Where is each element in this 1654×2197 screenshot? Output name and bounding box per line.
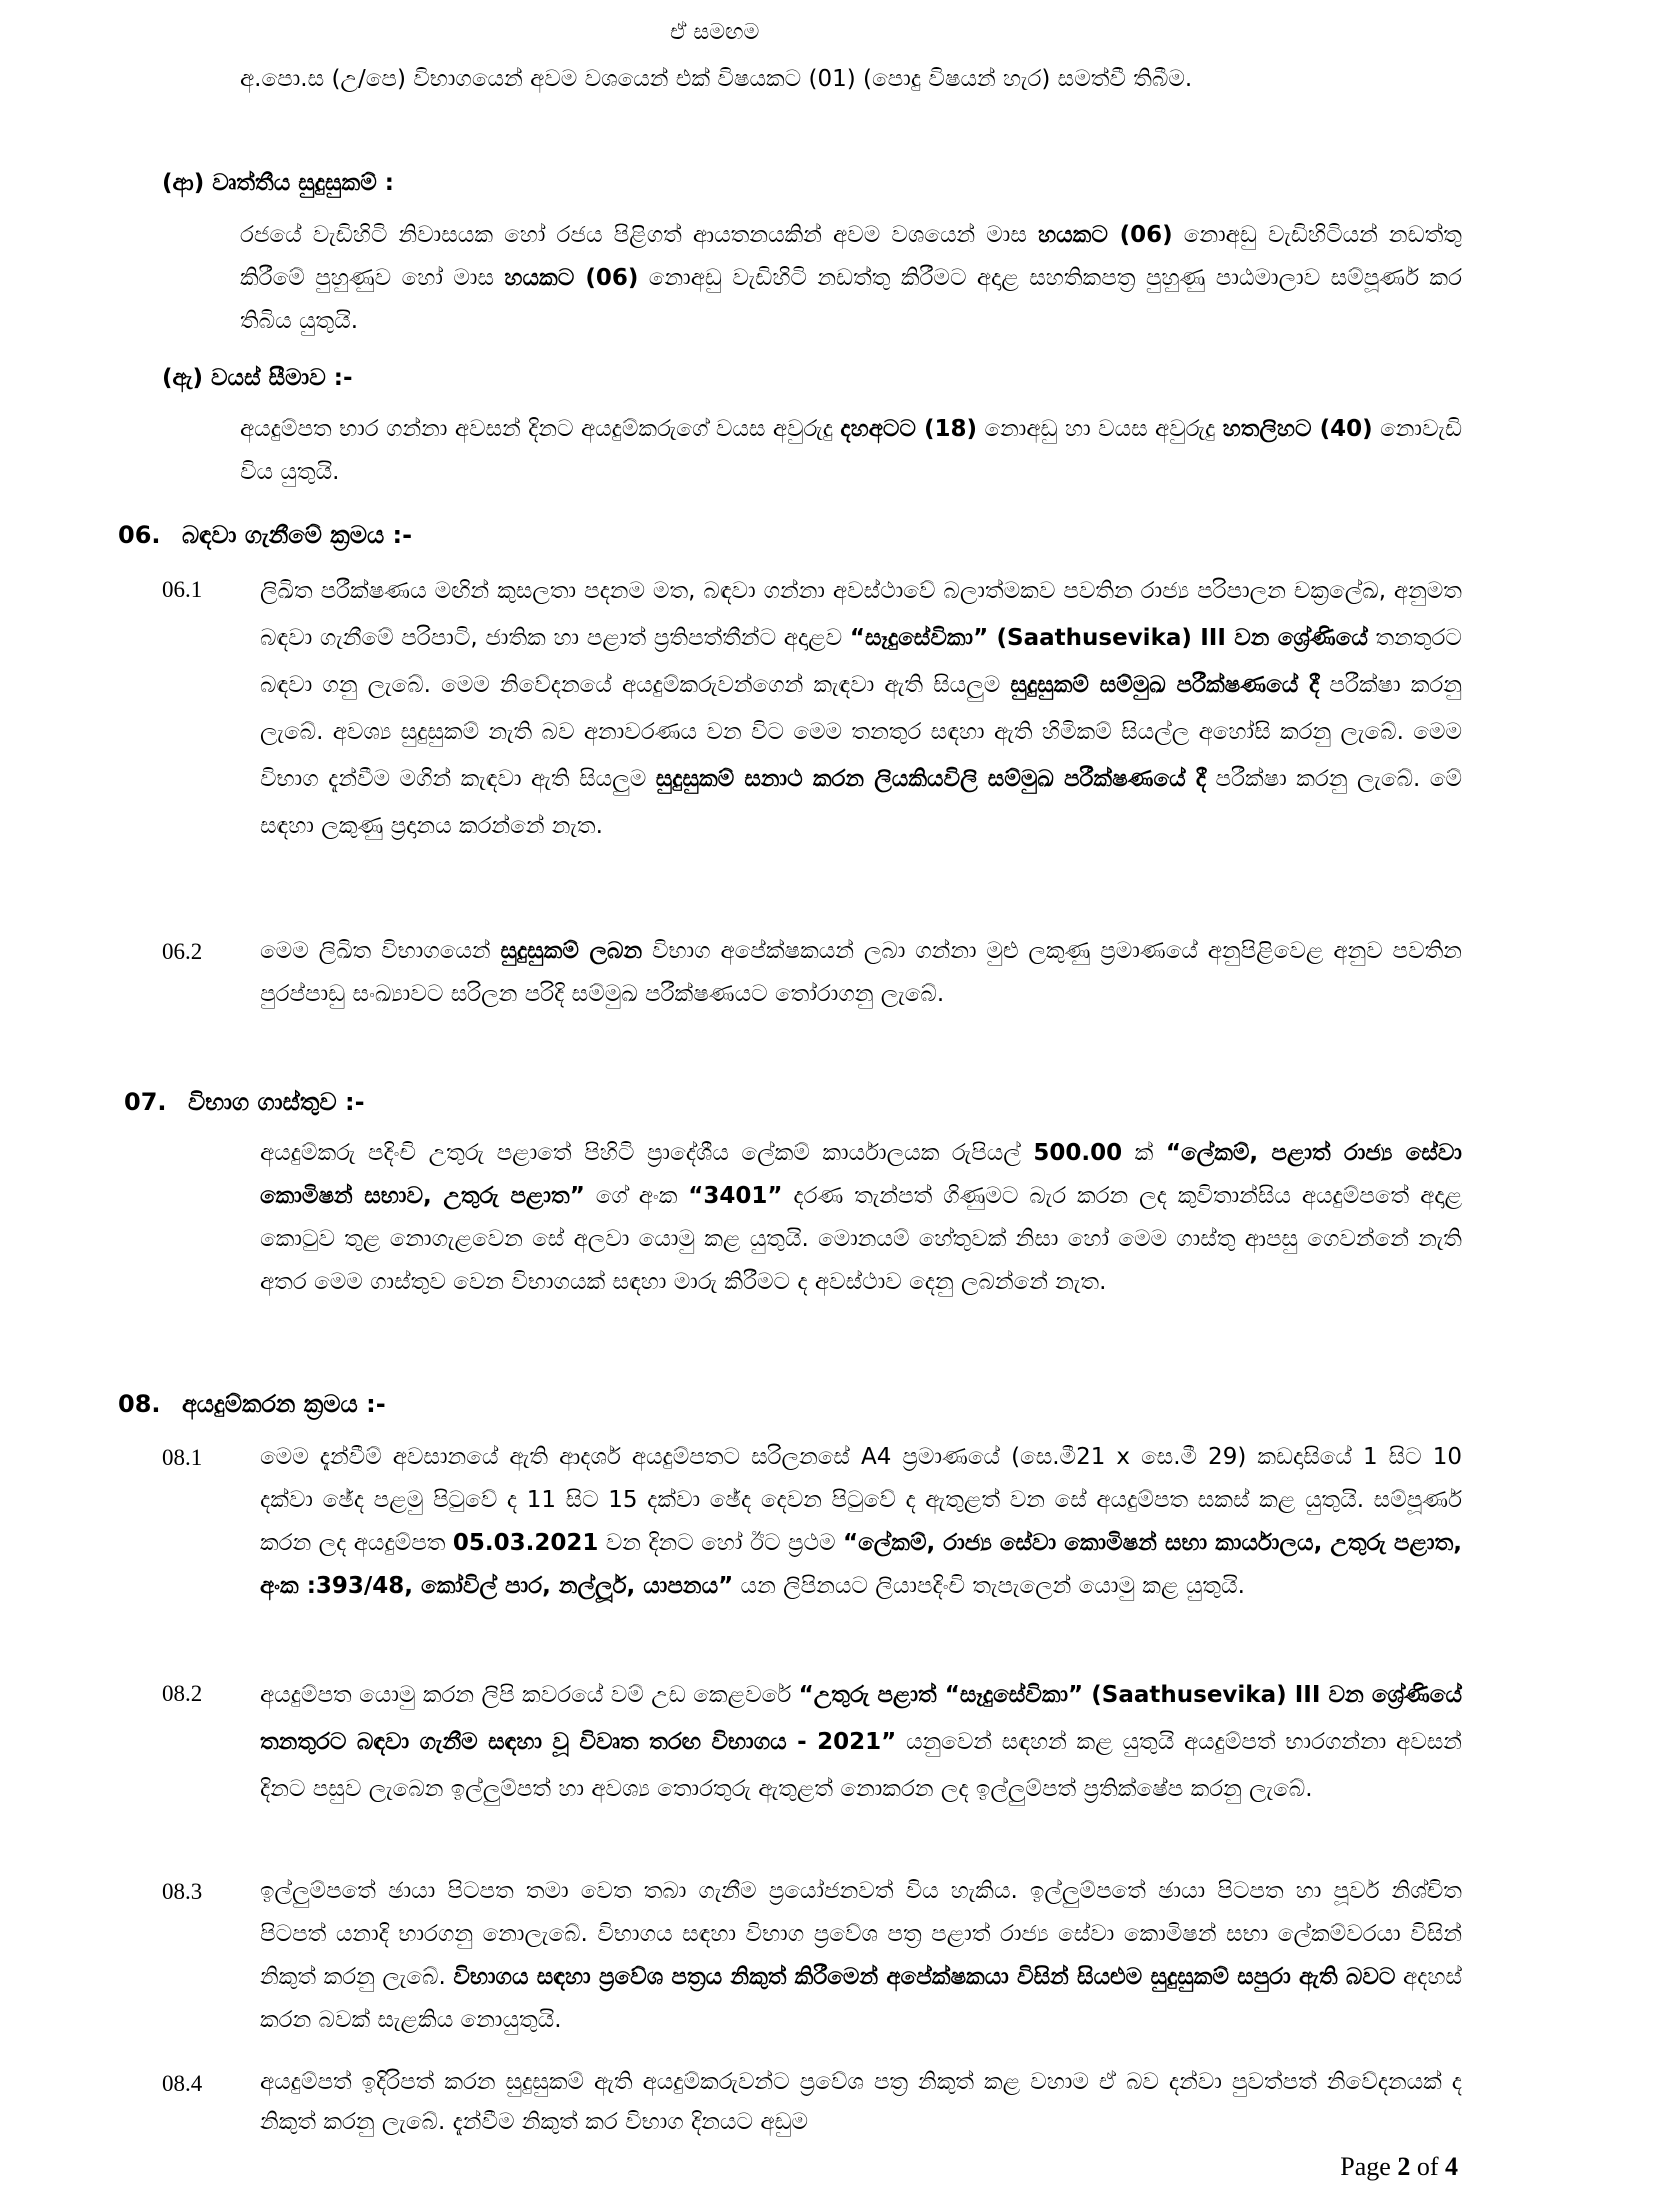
item-06-2-text: මෙම ලිඛිත විභාගයෙන් සුදුසුකම් ලබන විභාග අපේක්ෂකයන් ලබා ගන්නා මුළු ලකුණු ප්‍රමාණයේ අනුපිළිවෙළ අනුව පවතින පුරප්පාඩු සංඛ්‍යාවට සරිලන පරිදි සම්මුඛ පරීක්ෂණයට තෝරාගනු ලැබේ. bbox=[260, 938, 1462, 1007]
item-06-2-number: 06.2 bbox=[162, 939, 203, 964]
item-08-4-text: අයදුම්පත් ඉදිරිපත් කරන සුදුසුකම් ඇති අයදුම්කරුවන්ට ප්‍රවේශ පත්‍ර නිකුත් කළ වහාම ඒ බව දන්වා පුවත්පත් නිවේදනයක් ද නිකුත් කරනු ලැබේ. දැන්වීම නිකුත් කර විභාග දිනයට අඩුම bbox=[260, 2069, 1462, 2135]
item-08-3-text: ඉල්ලුම්පතේ ඡායා පිටපත තමා වෙත තබා ගැනීම ප්‍රයෝජනවත් විය හැකිය. ඉල්ලුම්පතේ ඡායා පිටපත හා පූර්ව නිශ්චිත පිටපත් යනාදි භාරගනු නොලැබේ. විභාගය සඳහා විභාග ප්‍රවේශ පත්‍ර පළාත් රාජ්‍ය සේවා කොමිෂන් සභා ලේකම්වරයා විසින් නිකුත් කරනු ලැබේ. විභාගය සඳහා ප්‍රවේශ පත්‍රය නිකුත් කිරීමෙන් අපේක්ෂකයා විසින් සියළුම සුදුසුකම් සපුරා ඇති බවට අදහස් කරන බවක් සැළකිය නොයුතුයි. bbox=[260, 1878, 1462, 2033]
subsection-ae-heading: (ඇ) වයස් සීමාව :- bbox=[162, 365, 353, 391]
item-08-1-text: මෙම දැන්වීම් අවසානයේ ඇති ආදර්ශ අයදුම්පතට සරිලනසේ A4 ප්‍රමාණයේ (සෙ.මී21 x සෙ.මී 29) කඩදාසියේ 1 සිට 10 දක්වා ඡේද පළමු පිටුවේ ද 11 සිට 15 දක්වා ඡේද දෙවන පිටුවේ ද ඇතුළත් වන සේ අයදුම්පත සකස් කළ යුතුයි. සම්පූර්ණ කරන ලද අයදුම්පත 05.03.2021 වන දිනට හෝ ඊට ප්‍රථම “ලේකම්, රාජ්‍ය සේවා කොමිෂන් සභා කාර්යාලය, උතුරු පළාත, අංක :393/48, කෝවිල් පාර, නල්ලූර්, යාපනය” යන ලිපිනයට ලියාපදිංචි තැපැලෙන් යොමු කළ යුතුයි. bbox=[260, 1444, 1463, 1599]
section-07-heading: 07. විභාග ගාස්තුව :- bbox=[124, 1088, 365, 1116]
item-08-2-number: 08.2 bbox=[162, 1681, 203, 1706]
subsection-aa-text: රජයේ වැඩිහිටි නිවාසයක හෝ රජය පිළිගත් ආයතනයකින් අවම වශයෙන් මාස හයකට (06) නොඅඩු වැඩිහිටියන් නඩත්තු කිරීමේ පුහුණුව හෝ මාස හයකට (06) නොඅඩු වැඩිහිටි නඩත්තු කිරීමට අදාළ සහතිකපත්‍ර පුහුණු පාඨමාලාව සම්පූර්ණ කර තිබිය යුතුයි. bbox=[240, 222, 1462, 334]
item-08-3-number: 08.3 bbox=[162, 1879, 203, 1904]
item-06-1-text: ලිඛිත පරීක්ෂණය මඟින් කුසලතා පදනම මත, බඳවා ගන්නා අවස්ථාවේ බලාත්මකව පවතින රාජ්‍ය පරිපාලන චක්‍රලේඛ, අනුමත බඳවා ගැනීමේ පරිපාටි, ජාතික හා පළාත් ප්‍රතිපත්තීන්ට අදාළව “සෑදුසේවිකා” (Saathusevika) III වන ශ්‍රේණියේ තනතුරට බඳවා ගනු ලැබේ. මෙම නිවේදනයේ අයදුම්කරුවන්ගෙන් කැඳවා ඇති සියලුම සුදුසුකම් සම්මුඛ පරීක්ෂණයේ දී පරීක්ෂා කරනු ලැබේ. අවශ්‍ය සුදුසුකම් නැති බව අනාවරණය වන විට මෙම තනතුර සඳහා ඇති හිමිකම් සියල්ල අහෝසි කරනු ලැබේ. මෙම විභාග දැන්වීම මගින් කැඳවා ඇති සියලුම සුදුසුකම් සනාථ කරන ලියකියවිලි සම්මුඛ පරීක්ෂණයේ දී පරීක්ෂා කරනු ලැබේ. මේ සඳහා ලකුණු ප්‍රදානය කරන්නේ නැත. bbox=[260, 578, 1462, 839]
running-head: ඒ සමඟම bbox=[670, 20, 760, 45]
item-08-2-text: අයදුම්පත යොමු කරන ලිපි කවරයේ වම් උඩ කෙළවරේ “උතුරු පළාත් “සෑදුසේවිකා” (Saathusevika) III වන ශ්‍රේණියේ තනතුරට බඳවා ගැනීම සඳහා වූ විවෘත තරඟ විභාගය - 2021” යනුවෙන් සඳහන් කළ යුතුයි අයදුම්පත් භාරගන්නා අවසන් දිනට පසුව ලැබෙන ඉල්ලුම්පත් හා අවශ්‍ය තොරතුරු ඇතුළත් නොකරන ලද ඉල්ලුම්පත් ප්‍රතික්ෂේප කරනු ලැබේ. bbox=[260, 1682, 1462, 1802]
section-06-heading: 06. බඳවා ගැනීමේ ක්‍රමය :- bbox=[118, 521, 413, 549]
intro-paragraph: අ.පො.ස (උ/පෙ) විභාගයෙන් අවම වශයෙන් එක් විෂයකට (01) (පොදු විෂයන් හැර) සමත්වී තිබීම. bbox=[240, 66, 1193, 92]
section-08-heading: 08. අයදුම්කරන ක්‍රමය :- bbox=[118, 1390, 386, 1418]
subsection-aa-heading: (ආ) වෘත්තීය සුදුසුකම් : bbox=[162, 170, 394, 196]
section-07-text: අයදුම්කරු පදිංචි උතුරු පළාතේ පිහිටි ප්‍රාදේශීය ලේකම් කාර්යාලයක රුපියල් 500.00 ක් “ලේකම්, පළාත් රාජ්‍ය සේවා කොමිෂන් සභාව, උතුරු පළාත” ගේ අංක “3401” දරණ තැන්පත් ගිණුමට බැර කරන ලද කුවිතාන්සිය අයදුම්පතේ අදාළ කොටුව තුළ නොගැළවෙන සේ අලවා යොමු කළ යුතුයි. මොනයම් හේතුවක් නිසා හෝ මෙම ගාස්තු ආපසු ගෙවන්නේ නැති අතර මෙම ගාස්තුව වෙන විභාගයක් සඳහා මාරු කිරීමට ද අවස්ථාව දෙනු ලබන්නේ නැත. bbox=[260, 1140, 1463, 1295]
item-08-1-number: 08.1 bbox=[162, 1445, 203, 1470]
item-08-4-number: 08.4 bbox=[162, 2071, 203, 2096]
subsection-ae-text: අයදුම්පත භාර ගන්නා අවසන් දිනට අයදුම්කරුගේ වයස අවුරුදු දහඅටට (18) නොඅඩු හා වයස අවුරුදු හතලිහට (40) නොවැඩි විය යුතුයි. bbox=[240, 416, 1462, 485]
item-06-1-number: 06.1 bbox=[162, 577, 203, 602]
page-footer: Page 2 of 4 bbox=[1340, 2152, 1458, 2181]
